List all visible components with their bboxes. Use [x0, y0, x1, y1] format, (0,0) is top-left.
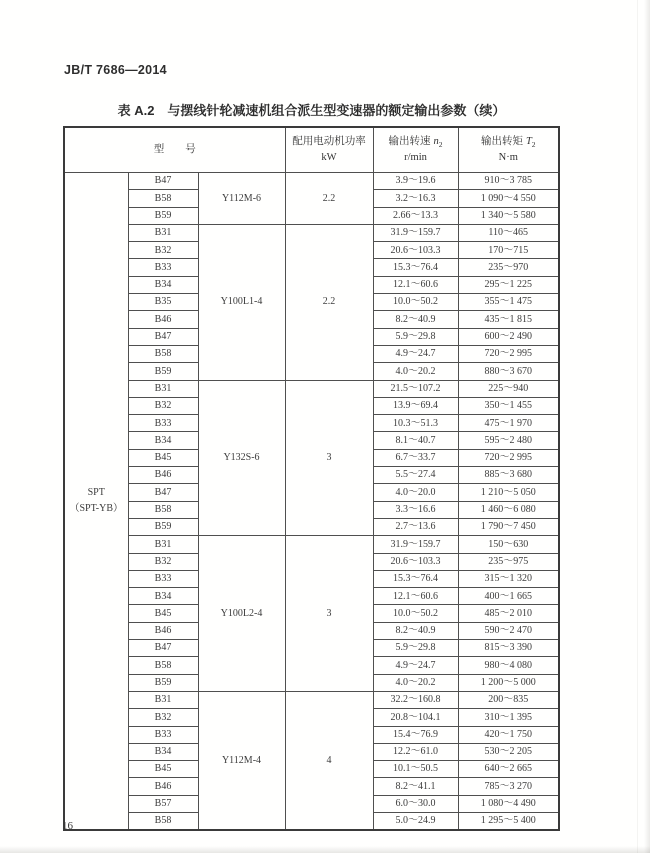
- scan-edge-bottom: [0, 846, 650, 853]
- speed-cell: 2.66～13.3: [373, 207, 458, 224]
- speed-cell: 4.9～24.7: [373, 345, 458, 362]
- speed-cell: 4.0～20.0: [373, 484, 458, 501]
- model-cell: B34: [128, 743, 198, 760]
- speed-cell: 8.1～40.7: [373, 432, 458, 449]
- speed-cell: 5.9～29.8: [373, 328, 458, 345]
- model-cell: B45: [128, 761, 198, 778]
- speed-cell: 12.2～61.0: [373, 743, 458, 760]
- speed-cell: 8.2～40.9: [373, 311, 458, 328]
- header-torque-unit: N·m: [498, 151, 518, 163]
- model-cell: B32: [128, 397, 198, 414]
- torque-cell: 590～2 470: [458, 622, 559, 639]
- motor-cell: Y112M-4: [198, 691, 285, 829]
- header-model-label: 型 号: [153, 143, 196, 155]
- speed-cell: 31.9～159.7: [373, 224, 458, 241]
- table-row: [64, 691, 559, 708]
- scan-artifact-line: [637, 0, 638, 853]
- speed-cell: 5.9～29.8: [373, 640, 458, 657]
- header-power-unit: kW: [321, 151, 337, 163]
- torque-cell: 1 295～5 400: [458, 812, 559, 829]
- torque-cell: 110～465: [458, 224, 559, 241]
- speed-cell: 13.9～69.4: [373, 397, 458, 414]
- page-number: 16: [62, 820, 73, 832]
- torque-cell: 885～3 680: [458, 467, 559, 484]
- torque-cell: 640～2 665: [458, 761, 559, 778]
- torque-cell: 485～2 010: [458, 605, 559, 622]
- table-row: [64, 536, 559, 553]
- speed-cell: 15.3～76.4: [373, 259, 458, 276]
- torque-cell: 595～2 480: [458, 432, 559, 449]
- model-cell: B59: [128, 674, 198, 691]
- series-cell: [64, 173, 128, 830]
- power-cell: 4: [285, 691, 373, 829]
- model-cell: B33: [128, 259, 198, 276]
- model-cell: B34: [128, 276, 198, 293]
- model-cell: B47: [128, 484, 198, 501]
- speed-cell: 6.7～33.7: [373, 449, 458, 466]
- speed-symbol: n: [433, 136, 439, 148]
- model-cell: B58: [128, 190, 198, 207]
- header-model: [64, 127, 285, 173]
- speed-cell: 12.1～60.6: [373, 588, 458, 605]
- model-cell: B34: [128, 588, 198, 605]
- torque-cell: 720～2 995: [458, 345, 559, 362]
- model-cell: B34: [128, 432, 198, 449]
- torque-cell: 310～1 395: [458, 709, 559, 726]
- model-cell: B33: [128, 726, 198, 743]
- model-cell: B46: [128, 778, 198, 795]
- torque-cell: 1 340～5 580: [458, 207, 559, 224]
- series-sublabel: （SPT-YB）: [69, 502, 124, 514]
- model-cell: B31: [128, 224, 198, 241]
- torque-cell: 530～2 205: [458, 743, 559, 760]
- torque-cell: 170～715: [458, 242, 559, 259]
- table-row: [64, 224, 559, 241]
- header-power: [285, 127, 373, 173]
- model-cell: B31: [128, 380, 198, 397]
- model-cell: B46: [128, 467, 198, 484]
- torque-cell: 235～975: [458, 553, 559, 570]
- speed-cell: 4.0～20.2: [373, 674, 458, 691]
- model-cell: B58: [128, 501, 198, 518]
- torque-cell: 1 790～7 450: [458, 518, 559, 535]
- power-cell: 2.2: [285, 173, 373, 225]
- model-cell: B58: [128, 657, 198, 674]
- speed-cell: 5.0～24.9: [373, 812, 458, 829]
- table-title: 表 A.2 与摆线针轮减速机组合派生型变速器的额定输出参数（续）: [117, 103, 506, 118]
- table-body: [64, 173, 559, 830]
- motor-cell: Y100L1-4: [198, 224, 285, 380]
- speed-cell: 21.5～107.2: [373, 380, 458, 397]
- power-cell: 3: [285, 536, 373, 692]
- torque-cell: 1 200～5 000: [458, 674, 559, 691]
- torque-cell: 600～2 490: [458, 328, 559, 345]
- model-cell: B59: [128, 518, 198, 535]
- torque-cell: 1 080～4 490: [458, 795, 559, 812]
- torque-symbol: T: [525, 136, 532, 148]
- torque-cell: 815～3 390: [458, 640, 559, 657]
- speed-cell: 12.1～60.6: [373, 276, 458, 293]
- motor-cell: Y100L2-4: [198, 536, 285, 692]
- torque-cell: 400～1 665: [458, 588, 559, 605]
- torque-cell: 420～1 750: [458, 726, 559, 743]
- model-cell: B31: [128, 691, 198, 708]
- series-label: SPT: [87, 486, 105, 498]
- torque-cell: 350～1 455: [458, 397, 559, 414]
- model-cell: B57: [128, 795, 198, 812]
- speed-cell: 6.0～30.0: [373, 795, 458, 812]
- motor-cell: Y132S-6: [198, 380, 285, 536]
- model-cell: B58: [128, 345, 198, 362]
- torque-subscript: 2: [531, 140, 536, 150]
- model-cell: B46: [128, 311, 198, 328]
- speed-cell: 32.2～160.8: [373, 691, 458, 708]
- torque-cell: 980～4 080: [458, 657, 559, 674]
- header-torque: [458, 127, 559, 173]
- torque-cell: 355～1 475: [458, 294, 559, 311]
- model-cell: B47: [128, 328, 198, 345]
- torque-cell: 315～1 320: [458, 570, 559, 587]
- model-cell: B59: [128, 207, 198, 224]
- torque-cell: 435～1 815: [458, 311, 559, 328]
- speed-cell: 8.2～41.1: [373, 778, 458, 795]
- model-cell: B45: [128, 449, 198, 466]
- header-speed-unit: r/min: [404, 151, 427, 163]
- header-speed-name: 输出转速 $n_2$: [388, 136, 443, 150]
- scan-edge-right: [644, 0, 650, 853]
- torque-cell: 785～3 270: [458, 778, 559, 795]
- model-cell: B32: [128, 709, 198, 726]
- torque-cell: 1 460～6 080: [458, 501, 559, 518]
- speed-cell: 10.3～51.3: [373, 415, 458, 432]
- model-cell: B58: [128, 812, 198, 829]
- model-cell: B59: [128, 363, 198, 380]
- model-cell: B45: [128, 605, 198, 622]
- model-cell: B31: [128, 536, 198, 553]
- header-power-name: 配用电动机功率: [292, 136, 366, 148]
- speed-cell: 4.9～24.7: [373, 657, 458, 674]
- speed-cell: 31.9～159.7: [373, 536, 458, 553]
- table-row: [64, 173, 559, 190]
- header-speed: [373, 127, 458, 173]
- speed-cell: 10.0～50.2: [373, 294, 458, 311]
- speed-cell: 10.1～50.5: [373, 761, 458, 778]
- speed-cell: 20.6～103.3: [373, 242, 458, 259]
- speed-cell: 15.4～76.9: [373, 726, 458, 743]
- torque-cell: 225～940: [458, 380, 559, 397]
- speed-cell: 2.7～13.6: [373, 518, 458, 535]
- model-cell: B47: [128, 173, 198, 190]
- speed-cell: 3.3～16.6: [373, 501, 458, 518]
- power-cell: 3: [285, 380, 373, 536]
- doc-number: JB/T 7686—2014: [64, 63, 167, 77]
- torque-cell: 1 090～4 550: [458, 190, 559, 207]
- torque-cell: 1 210～5 050: [458, 484, 559, 501]
- header-row: [64, 127, 559, 173]
- torque-cell: 150～630: [458, 536, 559, 553]
- table-row: [64, 380, 559, 397]
- torque-cell: 720～2 995: [458, 449, 559, 466]
- torque-cell: 475～1 970: [458, 415, 559, 432]
- speed-cell: 4.0～20.2: [373, 363, 458, 380]
- model-cell: B33: [128, 415, 198, 432]
- model-cell: B35: [128, 294, 198, 311]
- torque-cell: 295～1 225: [458, 276, 559, 293]
- model-cell: B32: [128, 242, 198, 259]
- speed-cell: 3.2～16.3: [373, 190, 458, 207]
- speed-cell: 3.9～19.6: [373, 173, 458, 190]
- model-cell: B32: [128, 553, 198, 570]
- power-cell: 2.2: [285, 224, 373, 380]
- motor-cell: Y112M-6: [198, 173, 285, 225]
- speed-cell: 20.8～104.1: [373, 709, 458, 726]
- model-cell: B46: [128, 622, 198, 639]
- speed-cell: 10.0～50.2: [373, 605, 458, 622]
- model-cell: B47: [128, 640, 198, 657]
- header-torque-name: 输出转矩 $T_2$: [480, 136, 536, 150]
- torque-cell: 200～835: [458, 691, 559, 708]
- torque-cell: 235～970: [458, 259, 559, 276]
- speed-cell: 8.2～40.9: [373, 622, 458, 639]
- parameters-table: [63, 126, 560, 831]
- speed-cell: 20.6～103.3: [373, 553, 458, 570]
- speed-cell: 15.3～76.4: [373, 570, 458, 587]
- torque-cell: 880～3 670: [458, 363, 559, 380]
- speed-subscript: 2: [438, 140, 443, 150]
- model-cell: B33: [128, 570, 198, 587]
- torque-cell: 910～3 785: [458, 173, 559, 190]
- speed-cell: 5.5～27.4: [373, 467, 458, 484]
